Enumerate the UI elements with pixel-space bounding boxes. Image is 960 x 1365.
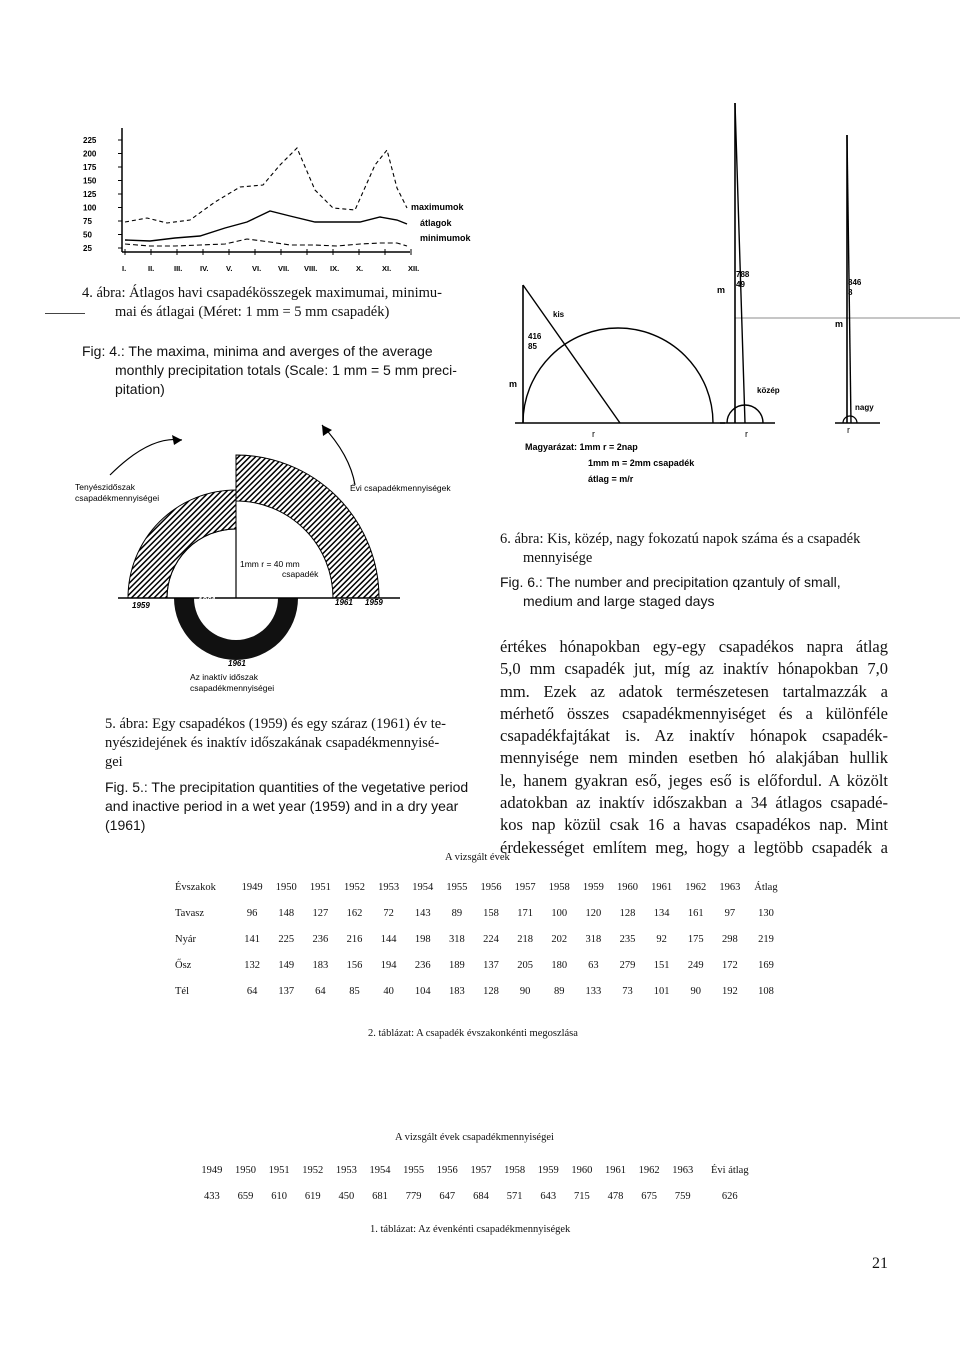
table-row bbox=[175, 978, 785, 1004]
body-line: mennyisége nem minden esetben hó alakjában hullik bbox=[500, 748, 888, 768]
table-cell: 1953 bbox=[335, 1164, 357, 1176]
table-cell: 659 bbox=[237, 1190, 254, 1202]
body-line: csapadékfajtákat is. Az inaktív hónapok csapadék- bbox=[500, 726, 888, 746]
table-cell: 198 bbox=[414, 933, 431, 945]
svg-text:416: 416 bbox=[528, 332, 542, 341]
table-cell: Ősz bbox=[175, 959, 192, 971]
body-line: érdekességet említem meg, hogy a legtöbb csapadék a bbox=[500, 837, 888, 857]
label-kis: kis bbox=[553, 310, 565, 319]
table-cell: 478 bbox=[607, 1190, 624, 1202]
body-line: 5,0 mm csapadék jut, míg az inaktív hónapokban 7,0 bbox=[500, 659, 888, 679]
table-cell: 715 bbox=[573, 1190, 590, 1202]
svg-text:788: 788 bbox=[736, 270, 750, 279]
label-inactive-1: Az inaktív időszak bbox=[190, 672, 259, 682]
table-cell: 162 bbox=[346, 907, 363, 919]
table-cell: 97 bbox=[724, 907, 736, 919]
table-cell: 104 bbox=[414, 985, 431, 997]
table-cell: 1949 bbox=[201, 1164, 223, 1176]
x-tick-label: VII. bbox=[278, 264, 290, 273]
table-cell: 128 bbox=[619, 907, 636, 919]
figure-5-diagram bbox=[70, 415, 510, 705]
table-cell: 1955 bbox=[403, 1164, 425, 1176]
table-header-row bbox=[175, 874, 785, 900]
table-cell: 1959 bbox=[537, 1164, 559, 1176]
table-row bbox=[175, 952, 785, 978]
table-cell: 1950 bbox=[234, 1164, 256, 1176]
table-cell: Tél bbox=[175, 985, 189, 997]
fig6-caption-hu: 6. ábra: Kis, közép, nagy fokozatú napok száma és a csapadék mennyisége bbox=[500, 531, 861, 566]
fig6-legend-3: átlag = m/r bbox=[588, 474, 634, 484]
table-row bbox=[195, 1183, 760, 1209]
table-cell: 180 bbox=[551, 959, 568, 971]
label-nagy: nagy bbox=[855, 403, 874, 412]
table-cell: 759 bbox=[674, 1190, 691, 1202]
body-line: mm. Ezek az adatok természetesen tartalmazzák a bbox=[500, 681, 888, 701]
average-line bbox=[125, 211, 407, 241]
table-cell: 681 bbox=[372, 1190, 388, 1202]
table-cell: 1952 bbox=[343, 881, 365, 893]
table-cell: 626 bbox=[721, 1190, 738, 1202]
table-cell: 175 bbox=[687, 933, 704, 945]
svg-text:8: 8 bbox=[848, 288, 853, 297]
body-line: mérhető összes csapadékmennyiséget és a különféle bbox=[500, 703, 888, 723]
table-cell: 1962 bbox=[685, 881, 707, 893]
table-cell: 172 bbox=[721, 959, 738, 971]
table-cell: 1950 bbox=[275, 881, 297, 893]
table-cell: 85 bbox=[349, 985, 360, 997]
table-cell: 90 bbox=[519, 985, 531, 997]
table-cell: 192 bbox=[721, 985, 738, 997]
table-cell: 236 bbox=[312, 933, 329, 945]
fig5-caption-en: Fig. 5.: The precipitation quantities of the vegetative period and inactive period in a wet year (1959) and in a dry year (1961) bbox=[105, 779, 469, 833]
table1-caption: 1. táblázat: Az évenkénti csapadékmennyiségek bbox=[370, 1224, 571, 1235]
table-cell: 169 bbox=[758, 959, 774, 971]
svg-text:m: m bbox=[717, 285, 726, 295]
table-cell: 143 bbox=[414, 907, 431, 919]
table-cell: 235 bbox=[619, 933, 636, 945]
svg-text:1959: 1959 bbox=[228, 630, 246, 639]
table-cell: 1951 bbox=[309, 881, 331, 893]
fig5-caption-hu: 5. ábra: Egy csapadékos (1959) és egy száraz (1961) év te- nyészidejének és inaktív időszakának csapadékmennyisé- gei bbox=[105, 716, 447, 770]
table-cell: 433 bbox=[203, 1190, 220, 1202]
maximum-label: maximumok bbox=[411, 202, 464, 212]
table-cell: 90 bbox=[690, 985, 701, 997]
table-cell: 1952 bbox=[302, 1164, 324, 1176]
y-tick-label: 175 bbox=[83, 163, 97, 172]
table-cell: 171 bbox=[517, 907, 533, 919]
table-cell: Évi átlag bbox=[710, 1164, 749, 1176]
y-tick-label: 75 bbox=[83, 217, 92, 226]
table-cell: 218 bbox=[517, 933, 533, 945]
table-cell: 1961 bbox=[651, 881, 673, 893]
table-cell: 1959 bbox=[582, 881, 604, 893]
table-cell: 1963 bbox=[719, 881, 741, 893]
svg-text:1961: 1961 bbox=[335, 598, 353, 607]
table-cell: Évszakok bbox=[175, 881, 216, 893]
table-2 bbox=[175, 874, 785, 1004]
table-cell: 64 bbox=[246, 985, 258, 997]
minimum-line bbox=[125, 239, 407, 246]
table-cell: 100 bbox=[551, 907, 568, 919]
table-cell: 189 bbox=[448, 959, 465, 971]
table-cell: 1961 bbox=[605, 1164, 626, 1176]
body-line: kos nap közül csak 16 a havas csapadékos nap. Mint bbox=[500, 815, 888, 835]
figure-4-chart bbox=[75, 120, 495, 280]
svg-text:1959: 1959 bbox=[365, 598, 383, 607]
table-cell: 684 bbox=[473, 1190, 489, 1202]
x-tick-label: VI. bbox=[252, 264, 262, 273]
table-cell: 1951 bbox=[268, 1164, 290, 1176]
table-cell: 619 bbox=[304, 1190, 321, 1202]
table-cell: 156 bbox=[346, 959, 363, 971]
fig6-legend-1: Magyarázat: 1mm r = 2nap bbox=[525, 442, 638, 452]
x-tick-label: II. bbox=[148, 264, 155, 273]
table-cell: 1960 bbox=[616, 881, 638, 893]
x-tick-label: XI. bbox=[382, 264, 392, 273]
x-tick-label: V. bbox=[226, 264, 233, 273]
table2-caption: 2. táblázat: A csapadék évszakonkénti megoszlása bbox=[368, 1028, 578, 1039]
table-cell: 1954 bbox=[412, 881, 434, 893]
y-tick-label: 225 bbox=[83, 136, 97, 145]
average-label: átlagok bbox=[420, 218, 452, 228]
table-cell: 1956 bbox=[436, 1164, 458, 1176]
table-cell: 202 bbox=[551, 933, 568, 945]
fig6-caption-en: Fig. 6.: The number and precipitation qzantuly of small, medium and large staged days bbox=[500, 574, 841, 609]
table-cell: 120 bbox=[585, 907, 602, 919]
svg-text:r: r bbox=[847, 425, 850, 435]
table-cell: 128 bbox=[483, 985, 499, 997]
table-cell: 73 bbox=[622, 985, 633, 997]
table-cell: 1958 bbox=[504, 1164, 526, 1176]
table-cell: 1956 bbox=[480, 881, 502, 893]
table-cell: 1957 bbox=[470, 1164, 492, 1176]
fig4-caption-hu: 4. ábra: Átlagos havi csapadékösszegek maximumai, minimu- mai és átlagai (Méret: 1 mm = 5 mm csapadék) bbox=[82, 285, 442, 320]
svg-text:85: 85 bbox=[528, 342, 537, 351]
table-row bbox=[175, 900, 785, 926]
table-cell: 647 bbox=[439, 1190, 456, 1202]
x-tick-label: I. bbox=[122, 264, 127, 273]
table-cell: 141 bbox=[244, 933, 260, 945]
x-tick-label: IV. bbox=[200, 264, 209, 273]
table-cell: 64 bbox=[315, 985, 326, 997]
table-cell: 130 bbox=[758, 907, 774, 919]
y-tick-label: 100 bbox=[83, 203, 97, 213]
table-cell: 92 bbox=[656, 933, 667, 945]
table-cell: 225 bbox=[278, 933, 295, 945]
body-line: le, hanem gyakran eső, jeges eső is előfordul. A közölt bbox=[500, 770, 888, 790]
table-cell: 1949 bbox=[241, 881, 263, 893]
table-header-row bbox=[195, 1157, 760, 1183]
table-cell: 216 bbox=[346, 933, 363, 945]
table-cell: 161 bbox=[687, 907, 704, 919]
table-cell: 134 bbox=[653, 907, 670, 919]
table-cell: 158 bbox=[483, 907, 499, 919]
table-cell: 1955 bbox=[446, 881, 468, 893]
table-cell: 318 bbox=[585, 933, 602, 945]
table-cell: 148 bbox=[278, 907, 295, 919]
table-cell: 137 bbox=[483, 959, 499, 971]
table-cell: 127 bbox=[312, 907, 329, 919]
label-vegetative-1: Tenyészidőszak bbox=[75, 482, 136, 492]
table-cell: 101 bbox=[653, 985, 670, 997]
svg-text:1961: 1961 bbox=[228, 659, 246, 668]
scale-label: 1mm r = 40 mm bbox=[240, 559, 300, 569]
svg-text:csapadék: csapadék bbox=[282, 569, 319, 579]
table-cell: 144 bbox=[380, 933, 397, 945]
x-tick-label: VIII. bbox=[304, 264, 318, 273]
table-cell: 132 bbox=[244, 959, 260, 971]
x-tick-label: III. bbox=[174, 264, 183, 273]
table-cell: 96 bbox=[246, 907, 258, 919]
y-tick-label: 200 bbox=[83, 149, 97, 159]
table-cell: 1958 bbox=[548, 881, 570, 893]
table-cell: 40 bbox=[383, 985, 394, 997]
table-cell: 571 bbox=[506, 1190, 523, 1202]
table-1 bbox=[195, 1157, 760, 1209]
table-cell: 1963 bbox=[672, 1164, 694, 1176]
fig4-caption-rule bbox=[45, 313, 85, 314]
x-tick-label: IX. bbox=[330, 264, 340, 273]
table-row bbox=[175, 926, 785, 952]
table-cell: 89 bbox=[553, 985, 565, 997]
table-cell: 219 bbox=[758, 933, 774, 945]
fig6-legend-2: 1mm m = 2mm csapadék bbox=[588, 458, 695, 468]
table-cell: 183 bbox=[312, 959, 329, 971]
table-cell: 183 bbox=[448, 985, 465, 997]
fig4-caption-en: Fig: 4.: The maxima, minima and averges of the average monthly precipitation totals (Scale: 1 mm = 5 mm preci- pitation) bbox=[82, 343, 457, 397]
table-cell: 205 bbox=[517, 959, 533, 971]
table-cell: 643 bbox=[540, 1190, 557, 1202]
svg-text:49: 49 bbox=[736, 280, 745, 289]
body-paragraph bbox=[500, 636, 888, 859]
table-cell: Tavasz bbox=[175, 907, 204, 919]
table-cell: 1960 bbox=[571, 1164, 593, 1176]
table-cell: 779 bbox=[405, 1190, 422, 1202]
svg-text:r: r bbox=[745, 429, 748, 439]
table-cell: 610 bbox=[271, 1190, 287, 1202]
table-cell: 450 bbox=[338, 1190, 355, 1202]
table-cell: 149 bbox=[278, 959, 295, 971]
table-cell: 224 bbox=[483, 933, 499, 945]
table-cell: 236 bbox=[414, 959, 431, 971]
page-number: 21 bbox=[872, 1255, 888, 1272]
svg-text:1959: 1959 bbox=[132, 601, 150, 610]
table-cell: 1953 bbox=[378, 881, 400, 893]
table-cell: 63 bbox=[588, 959, 599, 971]
table-cell: 1954 bbox=[369, 1164, 391, 1176]
svg-text:r: r bbox=[592, 429, 595, 439]
minimum-label: minimumok bbox=[420, 233, 471, 243]
body-line: értékes hónapokban egy-egy csapadékos napra átlag bbox=[500, 637, 888, 656]
x-tick-label: XII. bbox=[408, 264, 420, 273]
table-cell: 133 bbox=[585, 985, 602, 997]
table-cell: 1962 bbox=[638, 1164, 660, 1176]
table-cell: 137 bbox=[278, 985, 295, 997]
table-cell: Átlag bbox=[754, 881, 778, 893]
y-tick-label: 125 bbox=[83, 190, 97, 199]
table-cell: 298 bbox=[721, 933, 738, 945]
x-tick-label: X. bbox=[356, 264, 364, 273]
table-cell: 151 bbox=[653, 959, 670, 971]
svg-text:m: m bbox=[509, 379, 518, 389]
label-inactive-2: csapadékmennyiségei bbox=[190, 683, 275, 693]
table-cell: 89 bbox=[451, 907, 463, 919]
table-cell: 1957 bbox=[514, 881, 536, 893]
y-tick-label: 50 bbox=[83, 230, 92, 240]
label-annual: Évi csapadékmennyiségek bbox=[350, 483, 451, 493]
figure-6-diagram bbox=[495, 95, 960, 500]
table-cell: 675 bbox=[641, 1190, 658, 1202]
table-cell: 72 bbox=[383, 907, 394, 919]
label-kozep: közép bbox=[757, 386, 780, 395]
body-line: adatokban az inaktív időszakban a 34 átlagos csapadé- bbox=[500, 793, 888, 813]
table-cell: 279 bbox=[619, 959, 636, 971]
table-cell: 318 bbox=[448, 933, 465, 945]
maximum-line bbox=[125, 148, 407, 223]
label-vegetative-2: csapadékmennyiségei bbox=[75, 493, 160, 503]
table2-super-header: A vizsgált évek bbox=[445, 852, 510, 863]
table-cell: 194 bbox=[380, 959, 397, 971]
table-cell: 249 bbox=[687, 959, 704, 971]
table1-super-header: A vizsgált évek csapadékmennyiségei bbox=[395, 1132, 554, 1143]
svg-text:m: m bbox=[835, 319, 844, 329]
svg-text:1961: 1961 bbox=[198, 596, 216, 605]
table-cell: 108 bbox=[758, 985, 774, 997]
y-tick-label: 150 bbox=[83, 176, 97, 186]
y-tick-label: 25 bbox=[83, 244, 92, 253]
svg-text:846: 846 bbox=[848, 278, 862, 287]
table-cell: Nyár bbox=[175, 933, 196, 945]
